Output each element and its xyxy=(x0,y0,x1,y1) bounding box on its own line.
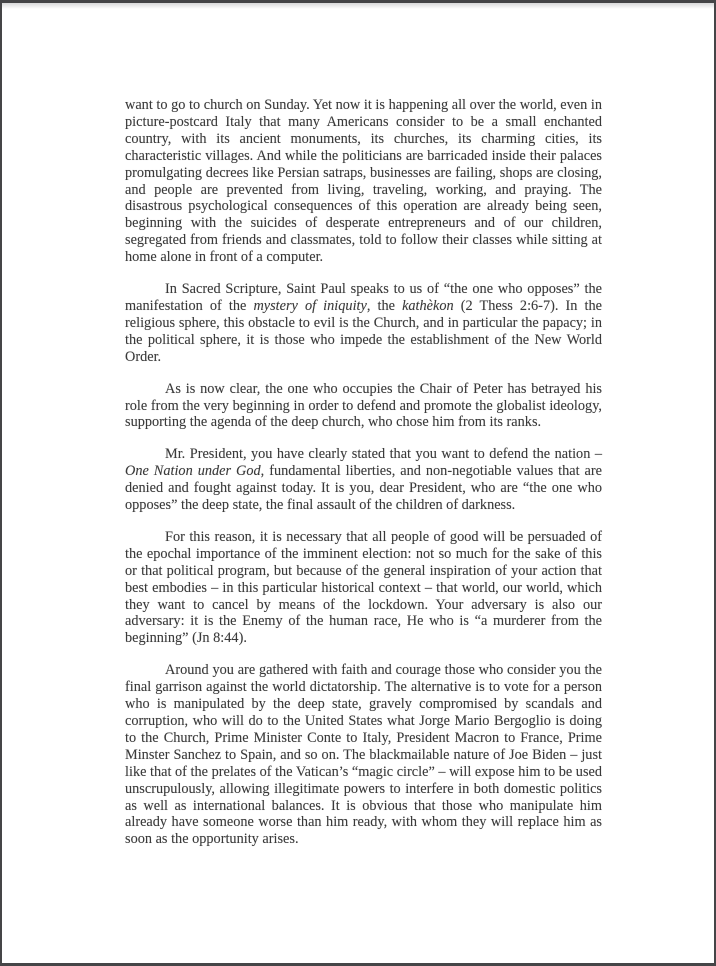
page-edge-top-shadow xyxy=(0,3,716,9)
paragraph-5 xyxy=(125,529,602,647)
paragraph-2-text: In Sacred Scripture, Saint Paul speaks to us of “the one who opposes” the manifestation of the xyxy=(125,281,602,314)
paragraph-2 xyxy=(125,281,602,366)
paragraph-4-text: , fundamental liberties, and non-negotiable values that are denied and fought against today. It is you, dear President, who are “the one who opposes” the deep state, the final assault of the children of darkness. xyxy=(125,463,602,514)
italic-phrase-kathekon: kathèkon xyxy=(402,297,454,314)
paragraph-5-text: For this reason, it is necessary that all people of good will be persuaded of the epochal importance of the imminent election: not so much for the sake of this or that political program, but because of the general inspiration of your action that best embodies – in this particular historical context – that world, our world, which they want to cancel by means of the lockdown. Your adversary is also our adversary: it is the Enemy of the human race, He who is “a murderer from the beginning” (Jn 8:44). xyxy=(125,528,602,647)
paragraph-1 xyxy=(125,97,602,266)
letter-body xyxy=(125,97,602,863)
paragraph-2-text: (2 Thess 2:6-7). In the religious sphere, this obstacle to evil is the Church, and in particular the papacy; in the political sphere, it is those who impede the establishment of the New World Order. xyxy=(125,297,602,365)
page-edge-top xyxy=(0,0,716,3)
italic-phrase-one-nation-under-god: One Nation under God xyxy=(125,463,261,480)
paragraph-2-text: , the xyxy=(366,297,403,314)
paragraph-1-text: want to go to church on Sunday. Yet now it is happening all over the world, even in picture-postcard Italy that many Americans consider to be a small enchanted country, with its ancient monuments, its churches, its charming cities, its characteristic villages. And while the politicians are barricaded inside their palaces promulgating decrees like Persian satraps, businesses are failing, shops are closing, and people are prevented from living, traveling, working, and praying. The disastrous psychological consequences of this operation are already being seen, beginning with the suicides of desperate entrepreneurs and of our children, segregated from friends and classmates, told to follow their classes while sitting at home alone in front of a computer. xyxy=(125,97,602,266)
paragraph-3-text: As is now clear, the one who occupies the Chair of Peter has betrayed his role from the very beginning in order to defend and promote the globalist ideology, supporting the agenda of the deep church, who chose him from its ranks. xyxy=(125,380,602,431)
paragraph-4 xyxy=(125,446,602,514)
paragraph-6 xyxy=(125,662,602,848)
paragraph-6-text: Around you are gathered with faith and courage those who consider you the final garrison against the world dictatorship. The alternative is to vote for a person who is manipulated by the deep state, gravely compromised by scandals and corruption, who will do to the United States what Jorge Mario Bergoglio is doing to the Church, Prime Minister Conte to Italy, President Macron to France, Prime Minster Sanchez to Spain, and so on. The blackmailable nature of Joe Biden – just like that of the prelates of the Vatican’s “magic circle” – will expose him to be used unscrupulously, allowing illegitimate powers to interfere in both domestic politics as well as international balances. It is obvious that those who manipulate him already have someone worse than him ready, with whom they will replace him as soon as the opportunity arises. xyxy=(125,662,602,848)
paragraph-3 xyxy=(125,381,602,432)
page-edge-left xyxy=(0,0,2,966)
paragraph-4-text: Mr. President, you have clearly stated that you want to defend the nation – xyxy=(165,446,602,463)
italic-phrase-mystery-of-iniquity: mystery of iniquity xyxy=(253,297,367,314)
